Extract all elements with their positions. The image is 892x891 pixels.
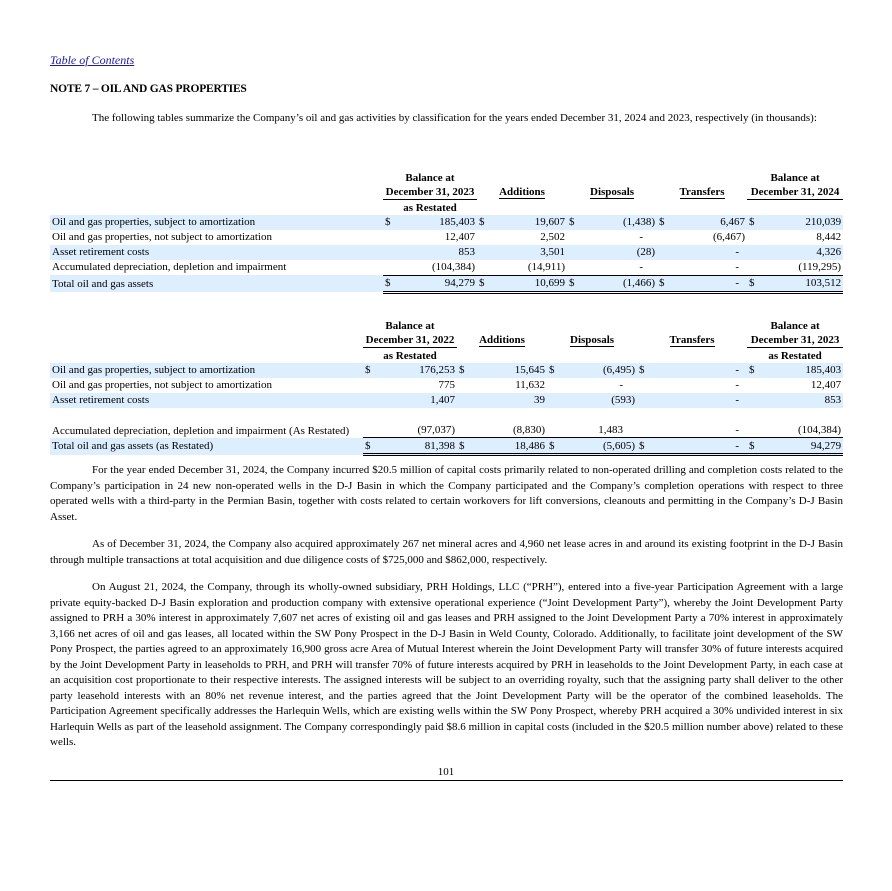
table-row: Asset retirement costs 853 3,501 (28) - 4,326 xyxy=(52,246,842,258)
table-row-total: Total oil and gas assets (as Restated) $ 81,398 $ 18,486 $ (5,605) $ - $ 94,279 xyxy=(50,438,843,455)
t2-header-transfers: Transfers xyxy=(669,334,715,346)
t2-header-restated-begin: as Restated xyxy=(363,347,457,363)
t2-header-restated-end: as Restated xyxy=(747,347,843,363)
intro-paragraph: The following tables summarize the Company’s oil and gas activities by classification for the years ended December 31, 2024 and 2023, respectively (in thousands): xyxy=(92,112,817,124)
t1-header-begin: Balance at December 31, 2023 xyxy=(385,171,475,198)
table-row: Oil and gas properties, subject to amortization $ 176,253 $ 15,645 $ (6,495) $ - $ 185,403 xyxy=(52,364,842,376)
page-number: 101 xyxy=(437,766,455,778)
t1-header-additions: Additions xyxy=(499,186,545,198)
table-row: Asset retirement costs 1,407 39 (593) - 853 xyxy=(52,394,842,406)
t2-header-end: Balance at December 31, 2023 xyxy=(750,319,840,346)
t2-header-begin: Balance at December 31, 2022 xyxy=(365,319,455,346)
oil-gas-table-2024 xyxy=(50,154,843,294)
t1-header-transfers: Transfers xyxy=(679,186,725,198)
table-row: Accumulated depreciation, depletion and impairment (104,384) (14,911) - - (119,295) xyxy=(52,261,842,274)
table-row-total: Total oil and gas assets $ 94,279 $ 10,699 $ (1,466) $ - $ 103,512 xyxy=(50,275,843,292)
table-row: Oil and gas properties, not subject to amortization 775 11,632 - - 12,407 xyxy=(52,379,842,391)
table-of-contents-link[interactable]: Table of Contents xyxy=(50,53,135,67)
table-row: Oil and gas properties, subject to amortization $ 185,403 $ 19,607 $ (1,438) $ 6,467 $ 210,039 xyxy=(52,216,842,228)
note-title: NOTE 7 – OIL AND GAS PROPERTIES xyxy=(50,83,247,95)
t2-header-additions: Additions xyxy=(479,334,525,346)
t1-header-end: Balance at December 31, 2024 xyxy=(750,171,840,198)
oil-gas-table-2023 xyxy=(50,302,843,456)
t2-header-disposals: Disposals xyxy=(570,334,615,346)
paragraph-participation-agreement: On August 21, 2024, the Company, through its wholly-owned subsidiary, PRH Holdings, LLC (“PRH”), entered into a five-year Participation Agreement with a large private equity-backed D-J Basin exploration and production company with extensive operational experience (“Joint Development Party”), whereby the Joint Development Party assigned to PRH a 30% interest in approximately 7,607 net acres of existing oil and gas leases and PRH assigned to the Joint Development Party a 70% interest in approximately 3,166 net acres of oil and gas leases, all located within the SW Pony Prospect in the D-J Basin in Weld County, Colorado. Additionally, to facilitate joint development of the SW Pony Prospect, the parties agreed to an approximately 16,900 gross acre Area of Mutual Interest wherein the Joint Development Party will transfer 30% of future interests acquired by the Joint Development Party in leaseholds to PRH, and PRH will transfer 70% of future interests acquired by PRH in leaseholds to the Joint Development Party, in each case at an acquisition cost proportionate to their respective interests. The assigned interests will be subject to an overriding royalty, such that the assigning party shall deliver to the other party leasehold interests with an 80% net revenue interest, and the parties agreed that the Joint Development Party will be the operator of the combined leaseholds. The Participation Agreement specifically addresses the Harlequin Wells, which are existing wells within the SW Pony Prospect, whereby PRH acquired a 30% undivided interest in six Harlequin Wells as part of the leasehold assignment. The Company correspondingly paid $8.6 million in capital costs (included in the $20.5 million number above) related to these wells. xyxy=(50,581,843,748)
footer-divider xyxy=(50,780,843,781)
t1-header-disposals: Disposals xyxy=(590,186,635,198)
paragraph-acquisitions: As of December 31, 2024, the Company also acquired approximately 267 net mineral acres and 4,960 net lease acres in and around its existing footprint in the D-J Basin through multiple transactions at total acquisition and due diligence costs of $725,000 and $862,000, respectively. xyxy=(50,538,843,566)
table-row: Accumulated depreciation, depletion and impairment (As Restated) (97,037) (8,830) 1,483 - (104,384) xyxy=(50,408,843,438)
paragraph-capital-costs: For the year ended December 31, 2024, the Company incurred $20.5 million of capital costs primarily related to non-operated drilling and completion costs related to the Company’s participation in 24 new non-operated wells in the D-J Basin in which the Company participated and the Company’s completion operations with respect to three operated wells with a third-party in the Permian Basin, together with costs related to certain workovers for lift conversions, cleanouts and permitting in the Company’s D-J Basin Asset. xyxy=(50,464,843,523)
t1-header-restated: as Restated xyxy=(383,199,477,215)
table-row: Oil and gas properties, not subject to amortization 12,407 2,502 - (6,467) 8,442 xyxy=(52,231,842,243)
